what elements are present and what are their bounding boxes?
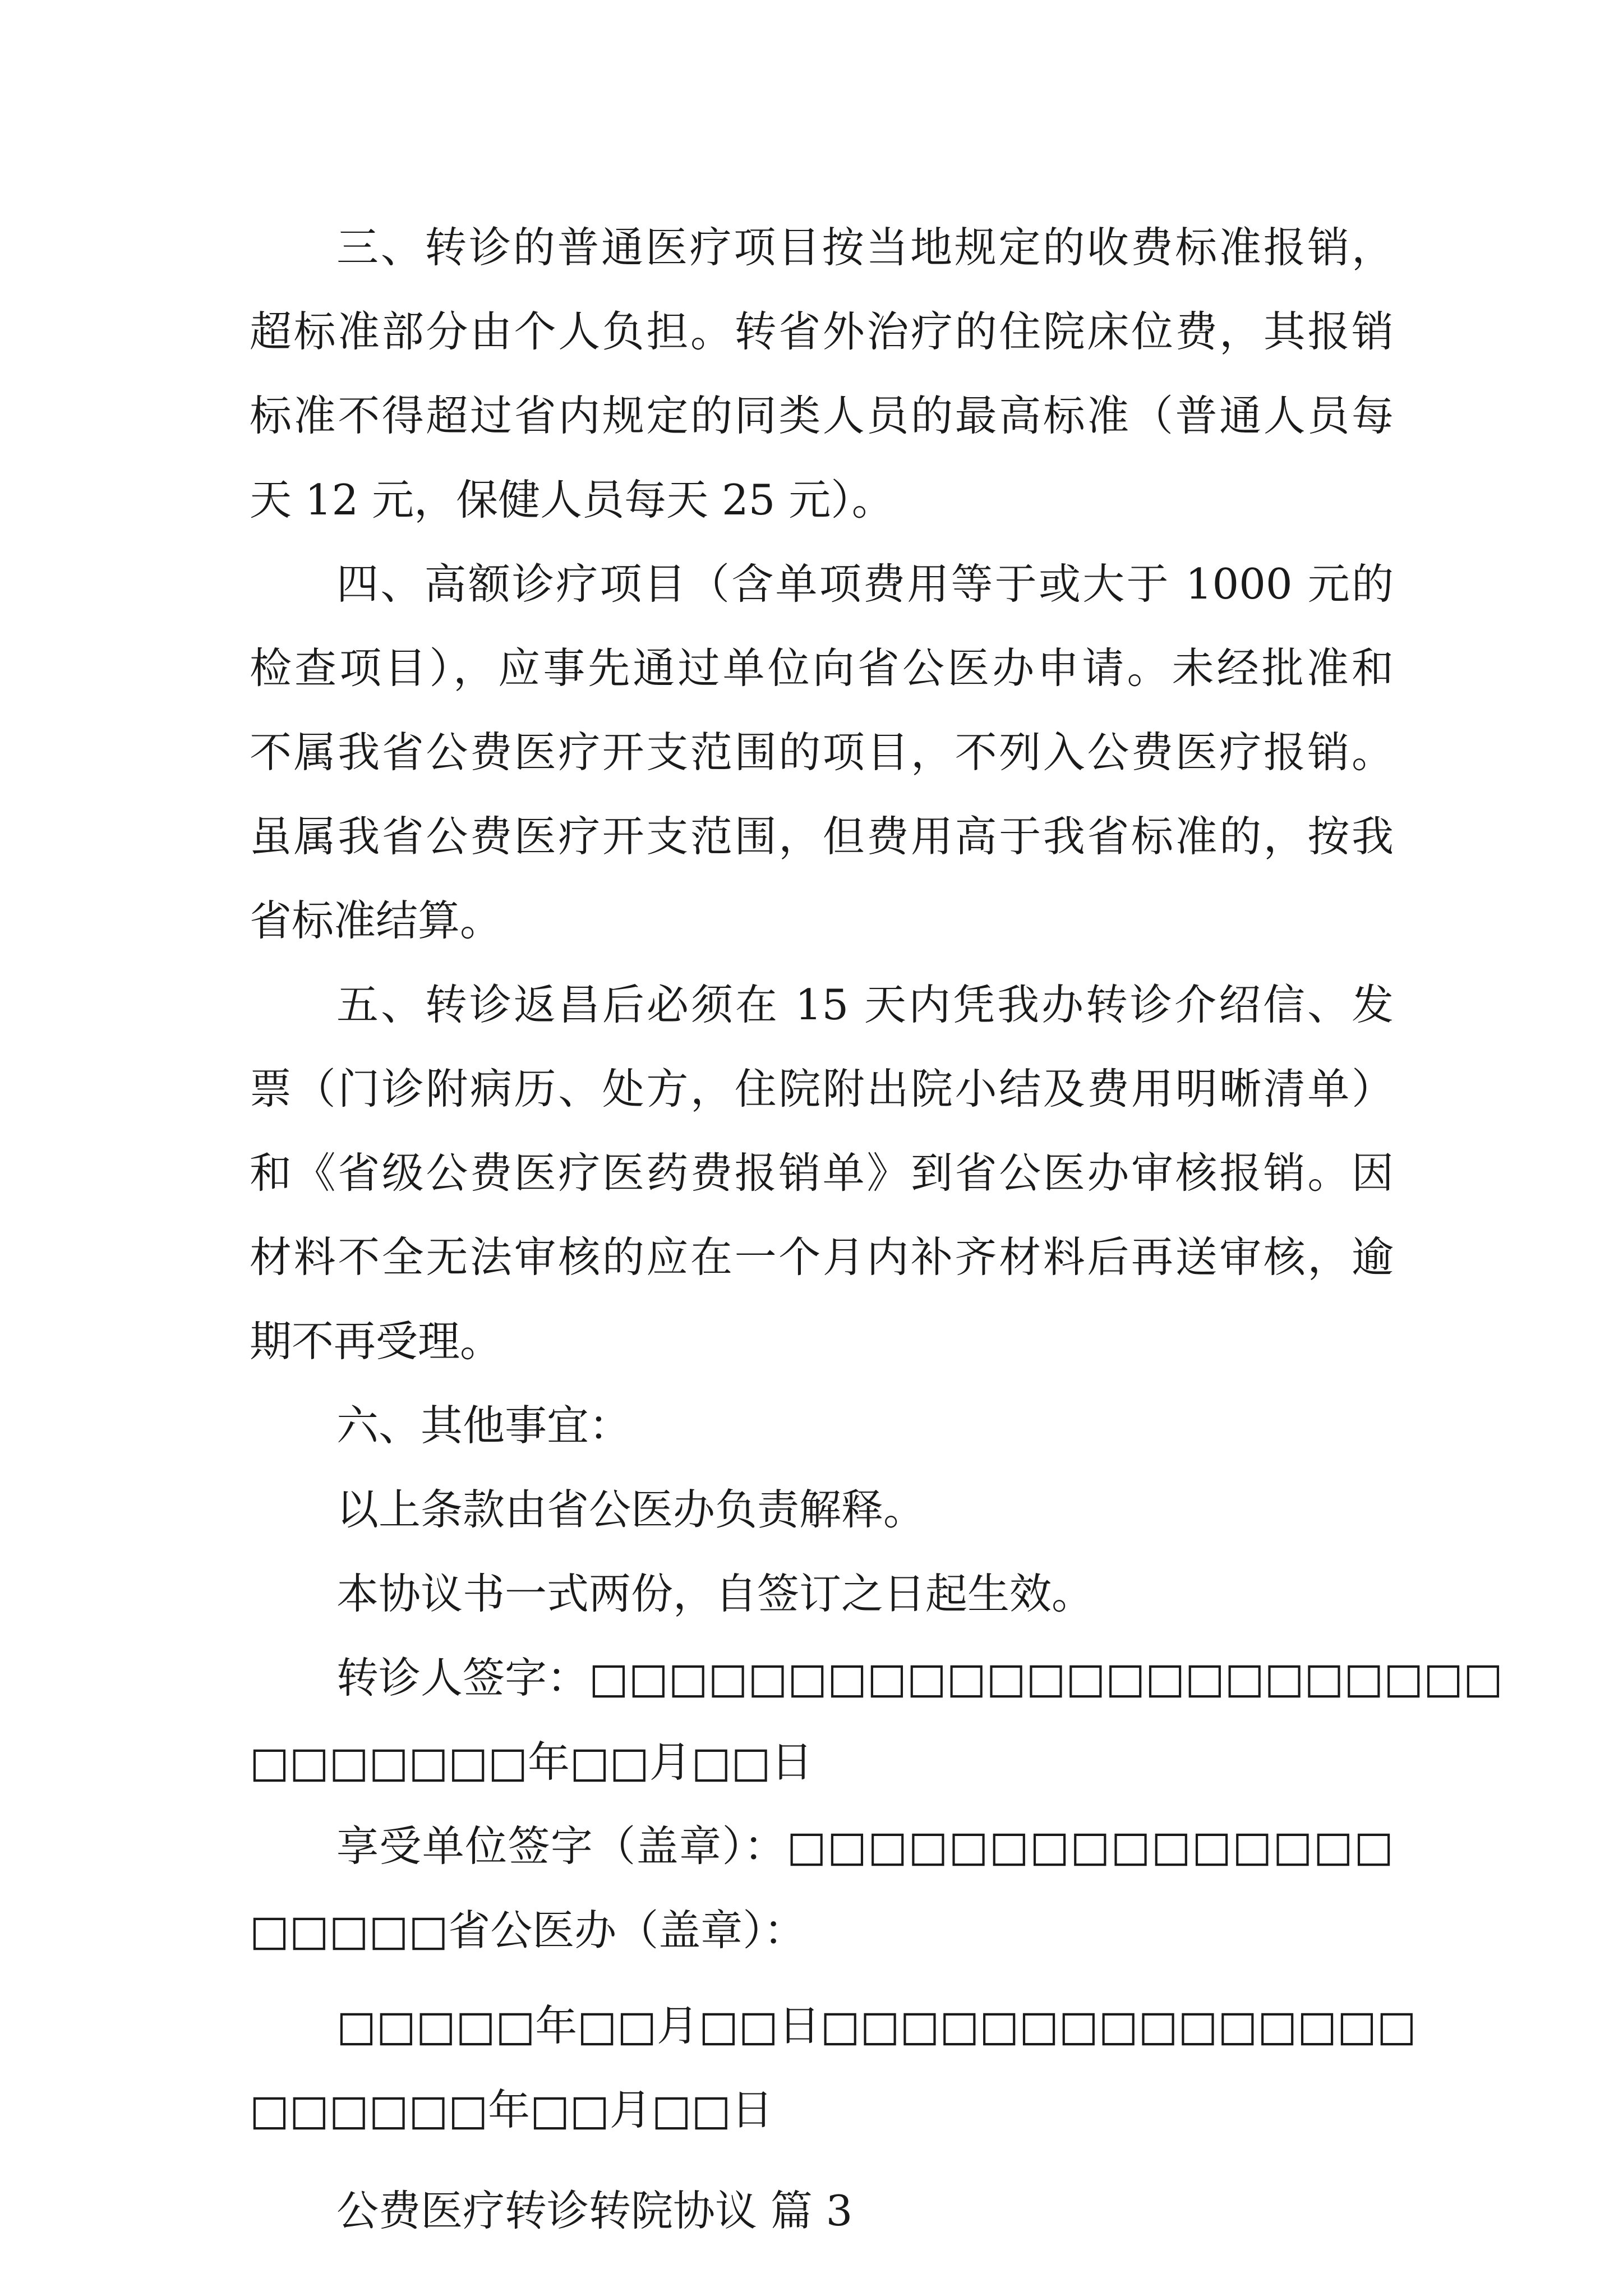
dates-line: □□□□□年□□月□□日□□□□□□□□□□□□□□□ <box>336 2001 1417 2050</box>
para4-line4: 虽属我省公费医疗开支范围，但费用高于我省标准的，按我 <box>250 812 1394 861</box>
para4-line3: 不属我省公费医疗开支范围的项目，不列入公费医疗报销。 <box>250 728 1394 777</box>
para5-line1: 五、转诊返昌后必须在 15 天内凭我办转诊介绍信、发 <box>336 980 1394 1029</box>
effective-clause: 本协议书一式两份，自签订之日起生效。 <box>336 1569 1094 1618</box>
para3-line3: 标准不得超过省内规定的同类人员的最高标准（普通人员每 <box>250 391 1394 440</box>
para4-line1: 四、高额诊疗项目（含单项费用等于或大于 1000 元的 <box>336 559 1394 609</box>
patient-signature-line: 转诊人签字：□□□□□□□□□□□□□□□□□□□□□□□ <box>336 1653 1503 1703</box>
para5-line3: 和《省级公费医疗医药费报销单》到省公医办审核报销。因 <box>250 1148 1394 1198</box>
unit-signature-line: 享受单位签字（盖章）：□□□□□□□□□□□□□□□ <box>336 1821 1394 1871</box>
para4-line5: 省标准结算。 <box>250 896 502 945</box>
second-date-line: □□□□□□年□□月□□日 <box>250 2085 773 2134</box>
office-seal-line: □□□□□省公医办（盖章）： <box>250 1906 806 1955</box>
para5-line5: 期不再受理。 <box>250 1317 502 1366</box>
para3-line4: 天 12 元，保健人员每天 25 元）。 <box>250 475 894 524</box>
para5-line4: 材料不全无法审核的应在一个月内补齐材料后再送审核，逾 <box>250 1232 1394 1282</box>
interpretation-clause: 以上条款由省公医办负责解释。 <box>336 1485 926 1534</box>
para4-line2: 检查项目），应事先通过单位向省公医办申请。未经批准和 <box>250 643 1394 693</box>
para3-line2: 超标准部分由个人负担。转省外治疗的住院床位费，其报销 <box>250 307 1394 356</box>
para3-line1: 三、转诊的普通医疗项目按当地规定的收费标准报销， <box>336 223 1394 272</box>
section-heading: 公费医疗转诊转院协议 篇 3 <box>336 2186 853 2235</box>
para6-heading: 六、其他事宜： <box>336 1401 631 1450</box>
patient-signature-date: □□□□□□□年□□月□□日 <box>250 1737 813 1787</box>
para5-line2: 票（门诊附病历、处方，住院附出院小结及费用明晰清单） <box>250 1064 1394 1114</box>
